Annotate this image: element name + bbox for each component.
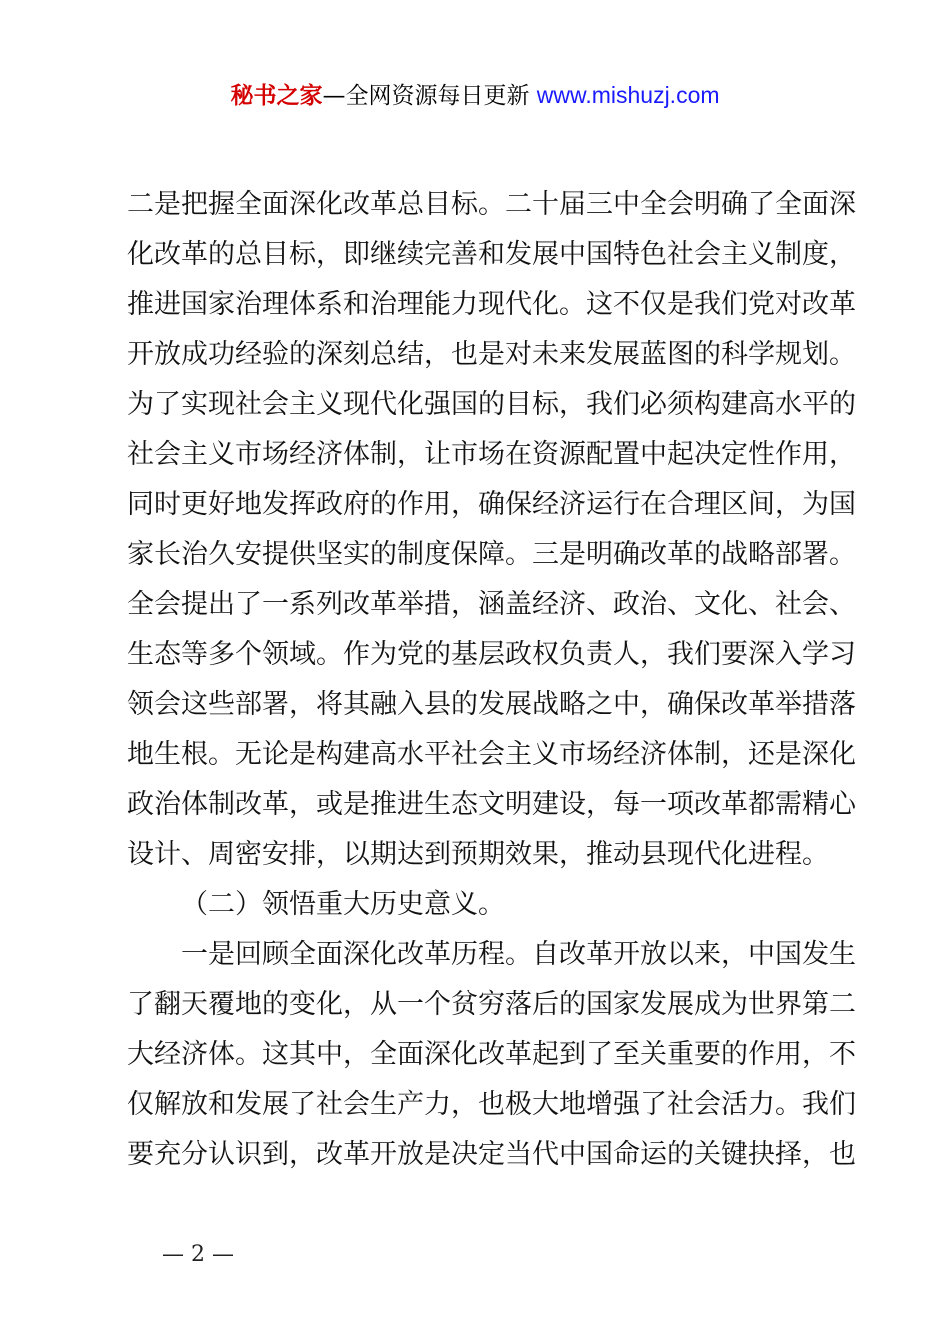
text-line: 社会主义市场经济体制，让市场在资源配置中起决定性作用， (127, 439, 856, 470)
text-line: 推进国家治理体系和治理能力现代化。这不仅是我们党对改革 (127, 289, 856, 320)
text-line: 了翻天覆地的变化，从一个贫穷落后的国家发展成为世界第二 (127, 989, 856, 1020)
text-line: 家长治久安提供坚实的制度保障。三是明确改革的战略部署。 (127, 539, 856, 570)
document-body (127, 180, 856, 1180)
text-line: 一是回顾全面深化改革历程。自改革开放以来，中国发生 (181, 939, 856, 970)
text-line: 全会提出了一系列改革举措，涵盖经济、政治、文化、社会、 (127, 589, 856, 620)
section-heading: （二）领悟重大历史意义。 (181, 889, 505, 920)
text-line: 大经济体。这其中，全面深化改革起到了至关重要的作用，不 (127, 1039, 856, 1070)
text-line: 领会这些部署，将其融入县的发展战略之中，确保改革举措落 (127, 689, 856, 720)
text-line: 化改革的总目标，即继续完善和发展中国特色社会主义制度， (127, 239, 856, 270)
site-banner (0, 78, 950, 113)
site-url-link[interactable]: www.mishuzj.com (536, 82, 720, 108)
text-line: 生态等多个领域。作为党的基层政权负责人，我们要深入学习 (127, 639, 856, 670)
text-line: 地生根。无论是构建高水平社会主义市场经济体制，还是深化 (127, 739, 856, 770)
text-line: 政治体制改革，或是推进生态文明建设，每一项改革都需精心 (127, 789, 856, 820)
text-line: 要充分认识到，改革开放是决定当代中国命运的关键抉择，也 (127, 1139, 856, 1170)
text-line: 二是把握全面深化改革总目标。二十届三中全会明确了全面深 (127, 189, 856, 220)
text-line: 为了实现社会主义现代化强国的目标，我们必须构建高水平的 (127, 389, 856, 420)
brand-name: 秘书之家 (230, 83, 323, 109)
page-number: — 2 — (162, 1242, 234, 1267)
banner-tagline: —全网资源每日更新 (322, 83, 530, 109)
text-line: 设计、周密安排，以期达到预期效果，推动县现代化进程。 (127, 839, 829, 870)
text-line: 开放成功经验的深刻总结，也是对未来发展蓝图的科学规划。 (127, 339, 856, 370)
text-line: 同时更好地发挥政府的作用，确保经济运行在合理区间，为国 (127, 489, 856, 520)
text-line: 仅解放和发展了社会生产力，也极大地增强了社会活力。我们 (127, 1089, 856, 1120)
